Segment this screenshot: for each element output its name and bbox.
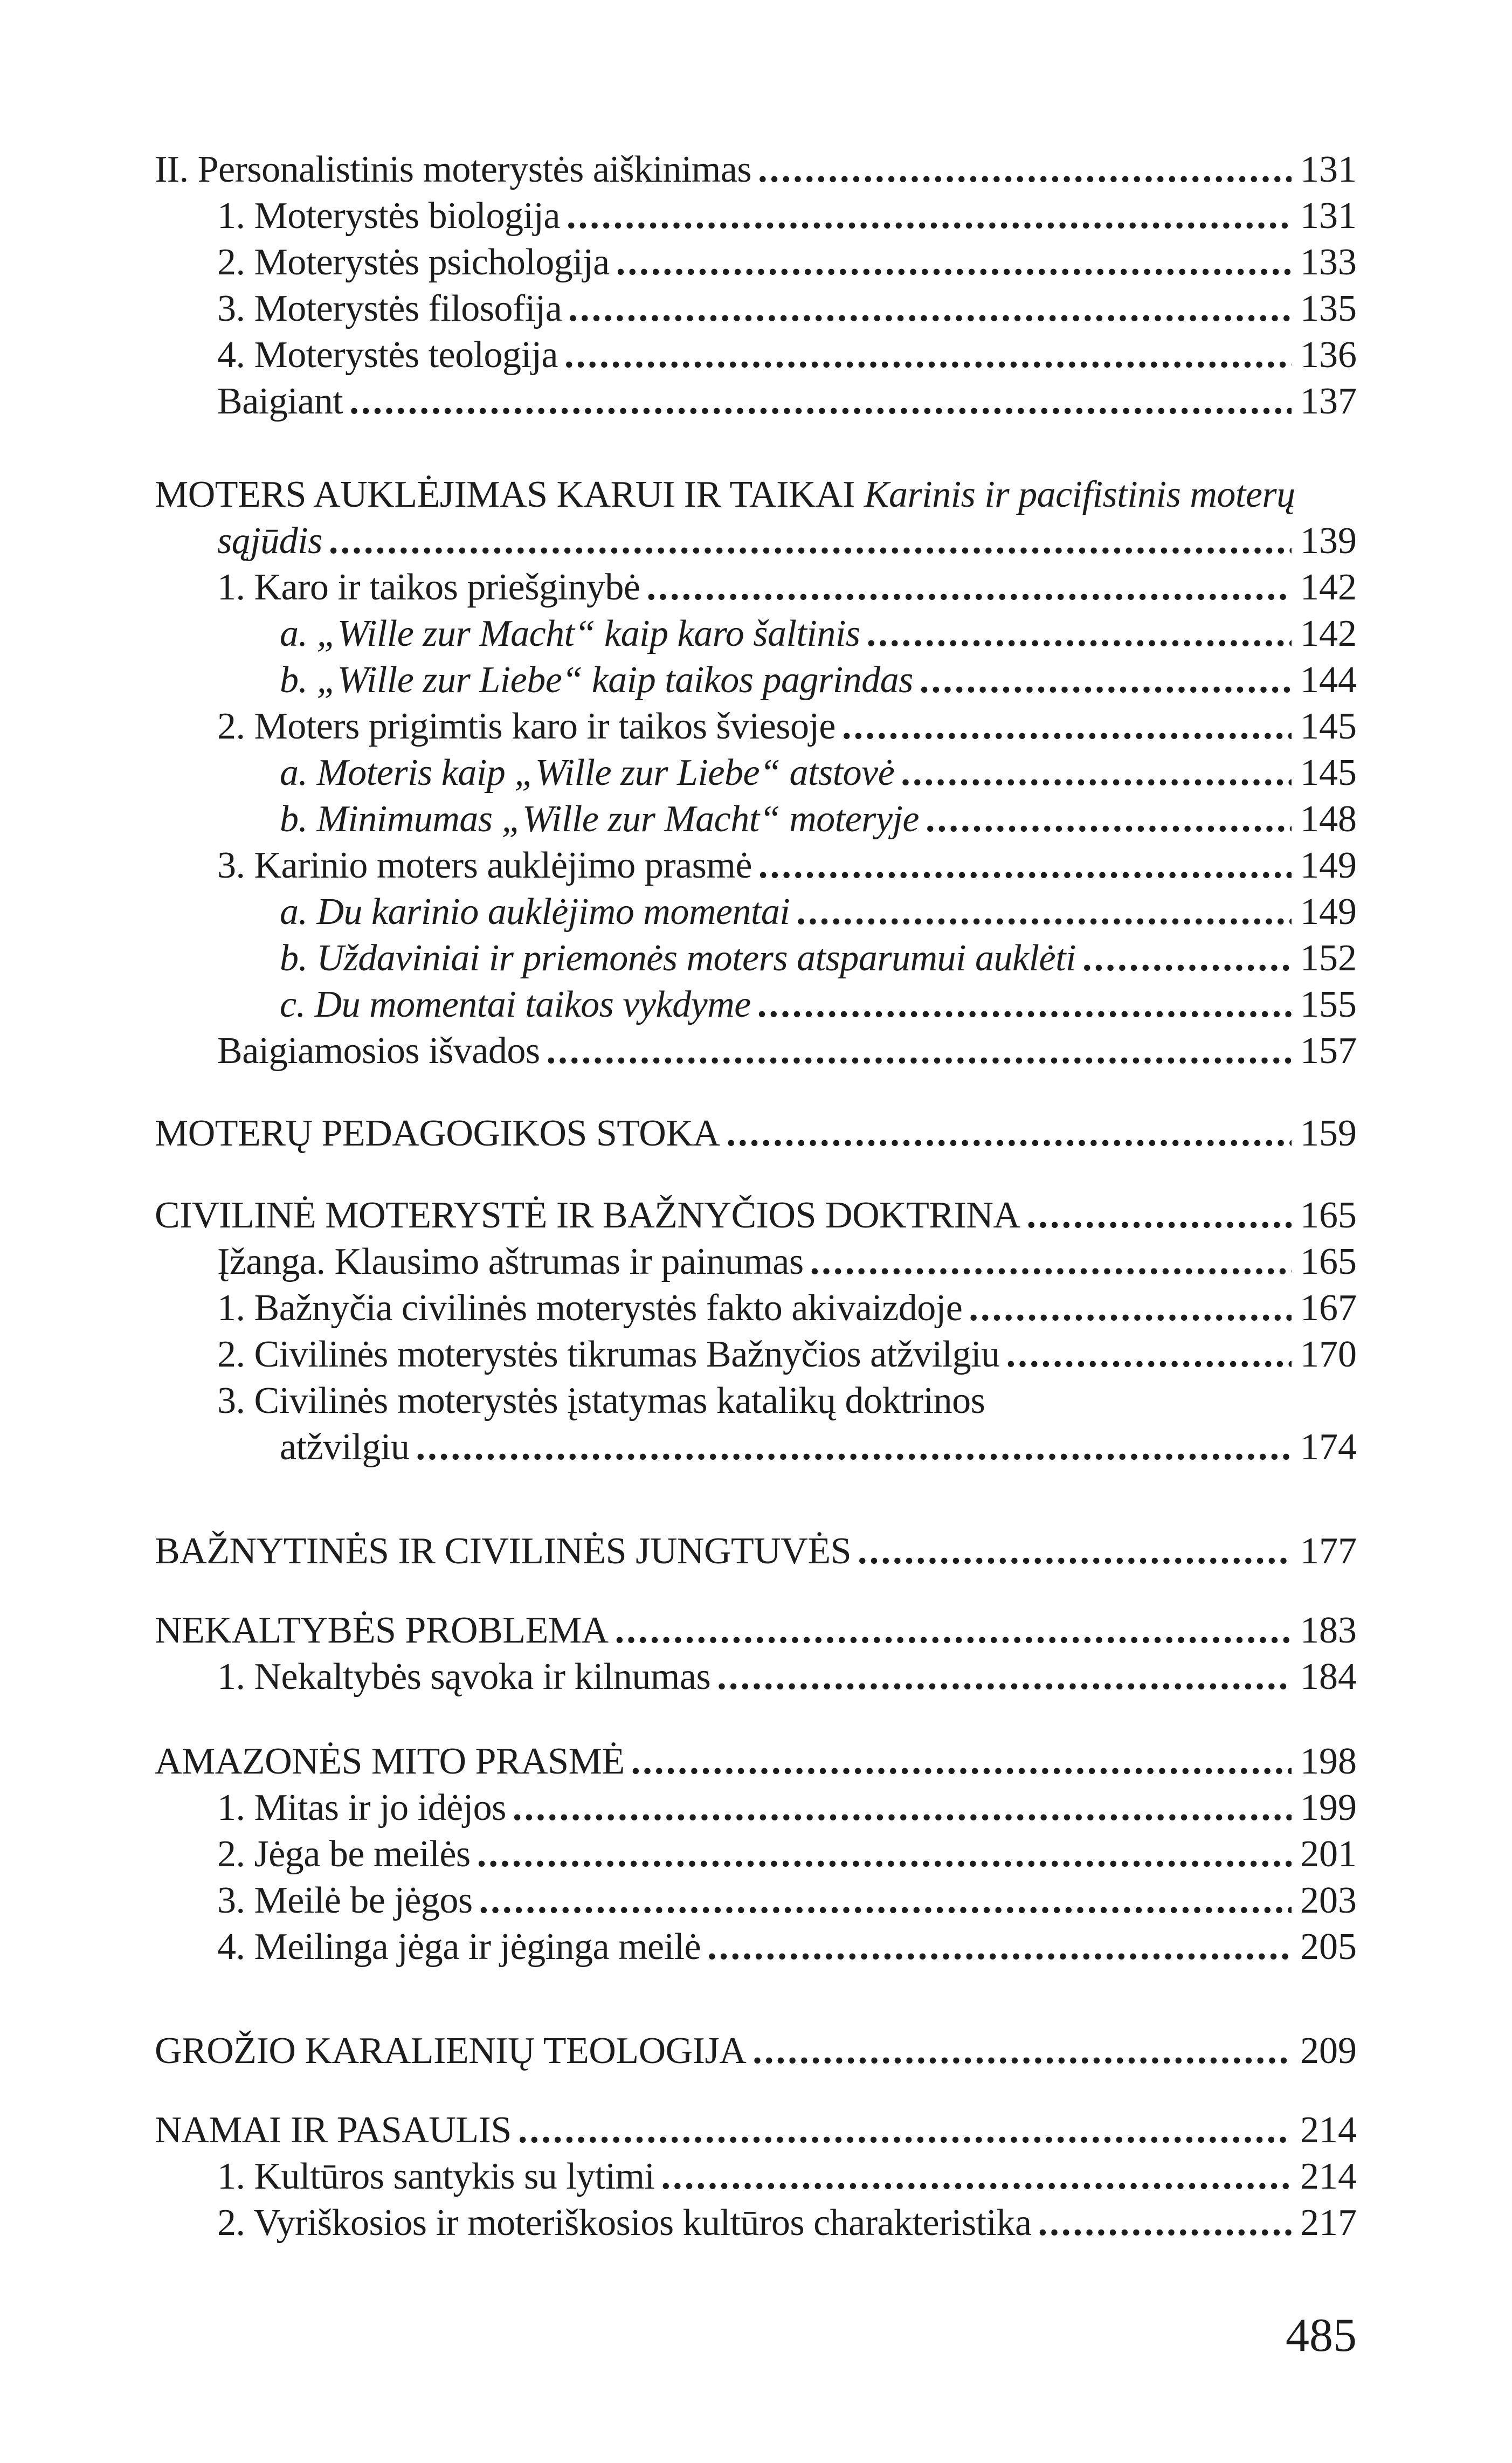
toc-entry-label	[217, 1331, 1000, 1378]
toc-entry	[155, 2154, 1357, 2200]
dot-leader	[867, 611, 1292, 657]
toc-entry-page: 135	[1300, 288, 1357, 329]
toc-entry	[155, 518, 1357, 564]
toc-entry-text: b. „Wille zur Liebe“ kaip taikos pagrindas	[280, 659, 913, 701]
toc-entry-page: 131	[1300, 149, 1357, 190]
toc-entry-text: 1. Kultūros santykis su lytimi	[217, 2156, 655, 2197]
dot-leader	[758, 843, 1292, 889]
toc-entry	[155, 286, 1357, 332]
toc-entry-page: 214	[1300, 2109, 1357, 2151]
toc-entry-page: 136	[1300, 334, 1357, 376]
dot-leader	[1006, 1331, 1292, 1378]
dot-leader	[518, 2107, 1292, 2154]
toc-entry-label	[217, 1924, 701, 1970]
toc-entry	[155, 1331, 1357, 1378]
dot-leader	[616, 239, 1292, 286]
toc-entry-text: 1. Moterystės biologija	[217, 195, 560, 237]
toc-entry-page: 167	[1300, 1287, 1357, 1329]
toc-section	[155, 472, 1357, 1074]
toc-entry-text: 3. Civilinės moterystės įstatymas katalikų doktrinos	[217, 1380, 985, 1422]
toc-entry-page: 149	[1300, 891, 1357, 933]
toc-entry	[155, 2107, 1357, 2154]
toc-entry-text: Įžanga. Klausimo aštrumas ir painumas	[217, 1241, 804, 1282]
toc-entry-page: 149	[1300, 845, 1357, 886]
toc-entry-label	[280, 611, 860, 657]
toc-entry-text: a. Du karinio auklėjimo momentai	[280, 891, 790, 933]
dot-leader	[479, 1878, 1292, 1924]
toc-entry	[155, 332, 1357, 378]
toc-entry	[155, 796, 1357, 843]
toc-entry	[155, 1607, 1357, 1654]
toc-entry-label	[217, 1831, 471, 1878]
toc-entry-label	[217, 1654, 710, 1700]
dot-leader	[631, 1738, 1292, 1785]
toc-entry-text: MOTERŲ PEDAGOGIKOS STOKA	[155, 1113, 720, 1154]
toc-entry-text: AMAZONĖS MITO PRASMĖ	[155, 1741, 625, 1782]
dot-leader	[416, 1424, 1292, 1471]
toc-entry	[155, 2028, 1357, 2074]
toc-entry-page: 133	[1300, 242, 1357, 283]
toc-entry-page: 142	[1300, 613, 1357, 654]
dot-leader	[1026, 1192, 1292, 1239]
dot-leader	[901, 750, 1292, 796]
dot-leader	[842, 703, 1292, 750]
toc-entry	[155, 147, 1357, 193]
toc-entry-text: II. Personalistinis moterystės aiškinimas	[155, 149, 752, 190]
dot-leader	[349, 378, 1292, 425]
toc-entry-text: 1. Mitas ir jo idėjos	[217, 1787, 506, 1829]
toc-entry	[155, 703, 1357, 750]
toc-entry-label	[217, 518, 322, 564]
toc-entry-page: 177	[1300, 1530, 1357, 1572]
dot-leader	[564, 332, 1292, 378]
toc-entry-label	[217, 286, 562, 332]
toc-entry-page: 174	[1300, 1426, 1357, 1468]
toc-entry-page: 155	[1300, 984, 1357, 1025]
toc-entry-page: 198	[1300, 1741, 1357, 1782]
toc-entry	[155, 750, 1357, 796]
toc-entry-page: 209	[1300, 2030, 1357, 2072]
dot-leader	[717, 1654, 1292, 1700]
toc-entry-page: 203	[1300, 1880, 1357, 1921]
toc-entry-label	[217, 2154, 654, 2200]
toc-entry-text: 1. Nekaltybės sąvoka ir kilnumas	[217, 1656, 711, 1698]
toc-entry-label	[280, 889, 790, 935]
toc-entry-page: 214	[1300, 2156, 1357, 2197]
toc-entry-label	[217, 1878, 473, 1924]
toc-entry-label	[155, 2107, 512, 2154]
toc-entry	[155, 1424, 1357, 1471]
toc-entry-label	[217, 193, 560, 239]
toc-entry-text: Karinis ir pacifistinis moterų	[864, 474, 1295, 515]
toc-entry	[155, 193, 1357, 239]
toc-entry-text: CIVILINĖ MOTERYSTĖ IR BAŽNYČIOS DOKTRINA	[155, 1195, 1020, 1236]
dot-leader	[568, 286, 1292, 332]
toc-entry-text: b. Uždaviniai ir priemonės moters atsparumui auklėti	[280, 937, 1076, 979]
dot-leader	[547, 1028, 1292, 1074]
toc-entry	[155, 239, 1357, 286]
toc-entry-page: 159	[1300, 1113, 1357, 1154]
toc-entry	[155, 564, 1357, 611]
dot-leader	[858, 1528, 1292, 1575]
toc-entry-text: 2. Vyriškosios ir moteriškosios kultūros charakteristika	[217, 2202, 1032, 2244]
toc-entry	[155, 1239, 1357, 1285]
toc-entry-label	[280, 796, 919, 843]
toc-section	[155, 2028, 1357, 2074]
toc-entry-page: 201	[1300, 1833, 1357, 1875]
toc-entry-label	[155, 147, 751, 193]
toc-entry-text: BAŽNYTINĖS IR CIVILINĖS JUNGTUVĖS	[155, 1530, 852, 1572]
toc-entry-label	[217, 378, 343, 425]
toc-entry-label	[155, 472, 1295, 518]
toc-entry-label	[217, 1028, 540, 1074]
toc-entry-label	[280, 935, 1076, 982]
toc-entry-label	[217, 564, 640, 611]
toc-section	[155, 1738, 1357, 1970]
toc-entry-text: GROŽIO KARALIENIŲ TEOLOGIJA	[155, 2030, 747, 2072]
toc-section	[155, 1607, 1357, 1700]
toc-entry-page: 157	[1300, 1030, 1357, 1072]
toc-entry-page: 131	[1300, 195, 1357, 237]
toc-entry-label	[280, 982, 751, 1028]
toc-entry	[155, 1924, 1357, 1970]
toc-entry-text: 2. Moters prigimtis karo ir taikos šviesoje	[217, 706, 836, 747]
dot-leader	[726, 1110, 1292, 1157]
toc-entry-page: 142	[1300, 567, 1357, 608]
toc-entry	[155, 2200, 1357, 2246]
dot-leader	[513, 1785, 1292, 1831]
dot-leader	[757, 982, 1292, 1028]
dot-leader	[1038, 2200, 1292, 2246]
toc-entry	[155, 1785, 1357, 1831]
toc-entry	[155, 889, 1357, 935]
toc-entry-label	[155, 1607, 609, 1654]
dot-leader	[615, 1607, 1292, 1654]
toc-section	[155, 147, 1357, 425]
toc-entry	[155, 935, 1357, 982]
toc-entry-page: 148	[1300, 798, 1357, 840]
dot-leader	[810, 1239, 1292, 1285]
toc-section	[155, 2107, 1357, 2246]
toc-entry-label	[217, 1239, 804, 1285]
dot-leader	[567, 193, 1292, 239]
toc-entry-text: a. Moteris kaip „Wille zur Liebe“ atstovė	[280, 752, 895, 794]
toc-entry-text: 2. Civilinės moterystės tikrumas Bažnyčios atžvilgiu	[217, 1334, 1000, 1375]
toc-entry-page: 199	[1300, 1787, 1357, 1829]
toc-entry-label	[217, 2200, 1032, 2246]
toc-entry-page: 165	[1300, 1195, 1357, 1236]
dot-leader	[796, 889, 1292, 935]
toc-entry-page: 145	[1300, 706, 1357, 747]
toc-entry-text: c. Du momentai taikos vykdyme	[280, 984, 751, 1025]
toc-entry-label	[155, 2028, 746, 2074]
toc-entry	[155, 1654, 1357, 1700]
toc-entry-label	[155, 1110, 720, 1157]
toc-entry-text: 2. Jėga be meilės	[217, 1833, 471, 1875]
dot-leader	[661, 2154, 1292, 2200]
toc-entry	[155, 1378, 1357, 1424]
toc-entry-text: Baigiant	[217, 381, 343, 422]
toc-entry-page: 144	[1300, 659, 1357, 701]
dot-leader	[477, 1831, 1292, 1878]
toc-section	[155, 1528, 1357, 1575]
dot-leader	[707, 1924, 1292, 1970]
toc-entry	[155, 1192, 1357, 1239]
dot-leader	[1082, 935, 1292, 982]
toc-entry-text: 1. Bažnyčia civilinės moterystės fakto akivaizdoje	[217, 1287, 963, 1329]
toc-entry-page: 152	[1300, 937, 1357, 979]
toc-entry-label	[217, 1285, 962, 1331]
toc-entry-label	[155, 1738, 625, 1785]
toc-entry-label	[217, 1378, 985, 1424]
toc-entry-label	[217, 703, 836, 750]
toc-entry-label	[217, 332, 558, 378]
toc-entry-text: 3. Karinio moters auklėjimo prasmė	[217, 845, 752, 886]
toc-entry	[155, 1878, 1357, 1924]
toc-entry	[155, 1528, 1357, 1575]
toc-entry	[155, 982, 1357, 1028]
toc-entry	[155, 1831, 1357, 1878]
toc-entry-text: atžvilgiu	[280, 1426, 410, 1468]
toc-entry-text: 1. Karo ir taikos priešginybė	[217, 567, 640, 608]
toc-entry-label	[280, 750, 894, 796]
toc-entry-page: 165	[1300, 1241, 1357, 1282]
toc-entry-text: a. „Wille zur Macht“ kaip karo šaltinis	[280, 613, 860, 654]
toc-entry-text: NEKALTYBĖS PROBLEMA	[155, 1610, 609, 1651]
table-of-contents	[155, 147, 1357, 2246]
dot-leader	[646, 564, 1292, 611]
toc-entry-text: 3. Meilė be jėgos	[217, 1880, 473, 1921]
toc-entry	[155, 1738, 1357, 1785]
folio-page-number: 485	[1286, 2309, 1357, 2362]
toc-entry-text: 2. Moterystės psichologija	[217, 242, 610, 283]
toc-entry-text: sąjūdis	[217, 520, 322, 562]
toc-entry	[155, 1028, 1357, 1074]
toc-entry	[155, 1110, 1357, 1157]
dot-leader	[969, 1285, 1292, 1331]
toc-entry-page: 205	[1300, 1926, 1357, 1968]
toc-entry	[155, 657, 1357, 703]
toc-entry-text: Baigiamosios išvados	[217, 1030, 540, 1072]
dot-leader	[758, 147, 1292, 193]
toc-entry	[155, 472, 1357, 518]
toc-entry-text: b. Minimumas „Wille zur Macht“ moteryje	[280, 798, 919, 840]
toc-entry-text: MOTERS AUKLĖJIMAS KARUI IR TAIKAI	[155, 474, 864, 515]
toc-entry-label	[155, 1528, 851, 1575]
toc-entry	[155, 378, 1357, 425]
toc-entry	[155, 843, 1357, 889]
dot-leader	[329, 518, 1292, 564]
toc-entry-page: 183	[1300, 1610, 1357, 1651]
toc-entry-label	[217, 843, 752, 889]
toc-entry	[155, 1285, 1357, 1331]
toc-entry-label	[280, 657, 913, 703]
toc-entry-label	[217, 239, 610, 286]
toc-entry-page: 139	[1300, 520, 1357, 562]
dot-leader	[752, 2028, 1292, 2074]
toc-entry-page: 170	[1300, 1334, 1357, 1375]
toc-entry-text: 4. Meilinga jėga ir jėginga meilė	[217, 1926, 701, 1968]
toc-entry-label	[155, 1192, 1020, 1239]
toc-entry-text: 4. Moterystės teologija	[217, 334, 558, 376]
dot-leader	[920, 657, 1292, 703]
toc-entry-text: NAMAI IR PASAULIS	[155, 2109, 512, 2151]
toc-entry-label	[217, 1785, 506, 1831]
toc-entry-page: 217	[1300, 2202, 1357, 2244]
toc-entry-page: 184	[1300, 1656, 1357, 1698]
toc-entry	[155, 611, 1357, 657]
toc-entry-label	[280, 1424, 409, 1471]
toc-entry-page: 137	[1300, 381, 1357, 422]
toc-section	[155, 1192, 1357, 1471]
toc-section	[155, 1110, 1357, 1157]
toc-entry-page: 145	[1300, 752, 1357, 794]
dot-leader	[926, 796, 1292, 843]
toc-entry-text: 3. Moterystės filosofija	[217, 288, 562, 329]
